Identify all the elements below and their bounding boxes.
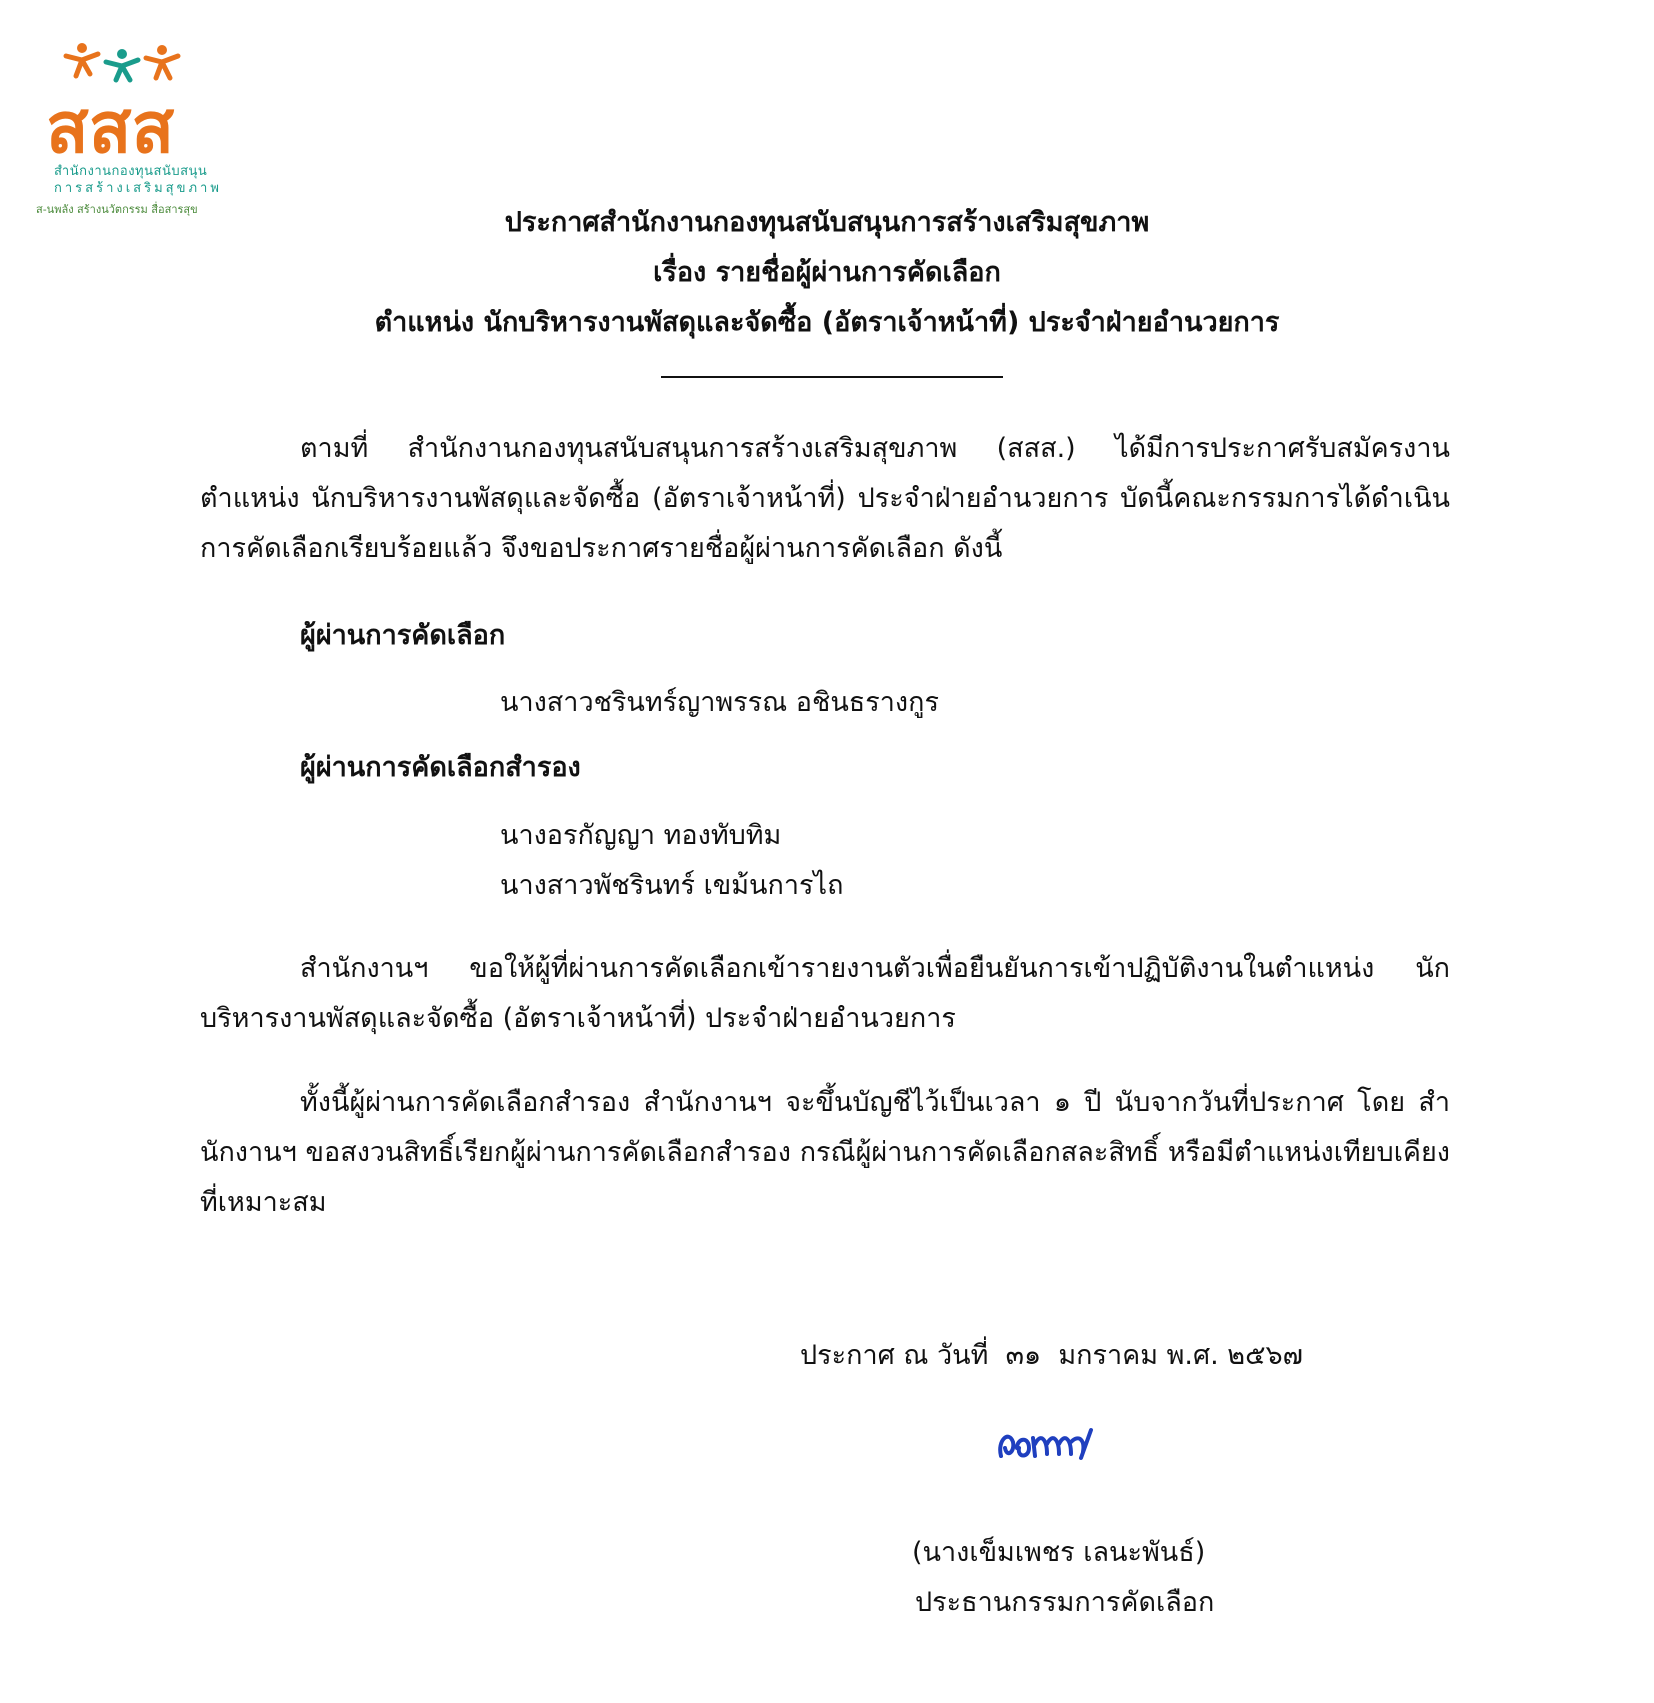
reserve-heading: ผู้ผ่านการคัดเลือกสำรอง	[300, 752, 581, 783]
announcement-subject: เรื่อง รายชื่อผู้ผ่านการคัดเลือก	[653, 257, 1001, 288]
org-logo-mark	[44, 40, 244, 160]
logo-org-line-2: การสร้างเสริมสุขภาพ	[54, 181, 222, 196]
logo-wordmark: สสส	[46, 87, 175, 160]
intro-paragraph: ตามที่ สำนักงานกองทุนสนับสนุนการสร้างเสริมสุขภาพ (สสส.) ได้มีการประกาศรับสมัครงาน ตำแหน่ง นักบริหารงานพัสดุและจัดซื้อ (อัตราเจ้าหน้าที่) ประจำฝ่ายอำนวยการ บัดนี้คณะกรรมการได้ดำเนินการคัดเลือกเรียบร้อยแล้ว จึงขอประกาศรายชื่อผู้ผ่านการคัดเลือก ดังนี้	[200, 433, 1450, 564]
reserve-name: นางอรกัญญา ทองทับทิม	[500, 820, 782, 851]
reserve-name: นางสาวพัชรินทร์ เขม้นการไถ	[500, 870, 844, 901]
announcement-date: ประกาศ ณ วันที่ ๓๑ มกราคม พ.ศ. ๒๕๖๗	[800, 1340, 1303, 1371]
title-divider	[661, 376, 1003, 378]
reserve-list-paragraph: ทั้งนี้ผู้ผ่านการคัดเลือกสำรอง สำนักงานฯ จะขึ้นบัญชีไว้เป็นเวลา ๑ ปี นับจากวันที่ประกาศ โดย สำนักงานฯ ขอสงวนสิทธิ์เรียกผู้ผ่านการคัดเลือกสำรอง กรณีผู้ผ่านการคัดเลือกสละสิทธิ์ หรือมีตำแหน่งเทียบเคียงที่เหมาะสม	[200, 1087, 1450, 1218]
report-paragraph: สำนักงานฯ ขอให้ผู้ที่ผ่านการคัดเลือกเข้ารายงานตัวเพื่อยืนยันการเข้าปฏิบัติงานในตำแหน่ง นักบริหารงานพัสดุและจัดซื้อ (อัตราเจ้าหน้าที่) ประจำฝ่ายอำนวยการ	[200, 953, 1450, 1034]
signer-name: (นางเข็มเพชร เลนะพันธ์)	[912, 1537, 1206, 1568]
logo-org-line-1: สำนักงานกองทุนสนับสนุน	[54, 164, 208, 179]
announcement-title: ประกาศสำนักงานกองทุนสนับสนุนการสร้างเสริมสุขภาพ	[504, 207, 1150, 238]
logo-slogan: ส-นพลัง สร้างนวัตกรรม สื่อสารสุข	[36, 203, 198, 216]
signature-icon	[995, 1418, 1115, 1468]
selected-heading: ผู้ผ่านการคัดเลือก	[300, 620, 506, 651]
figures-icon	[66, 43, 178, 80]
announcement-position: ตำแหน่ง นักบริหารงานพัสดุและจัดซื้อ (อัตราเจ้าหน้าที่) ประจำฝ่ายอำนวยการ	[374, 307, 1280, 338]
signer-title: ประธานกรรมการคัดเลือก	[915, 1587, 1215, 1618]
selected-name: นางสาวชรินทร์ญาพรรณ อชินธรางกูร	[500, 687, 939, 718]
